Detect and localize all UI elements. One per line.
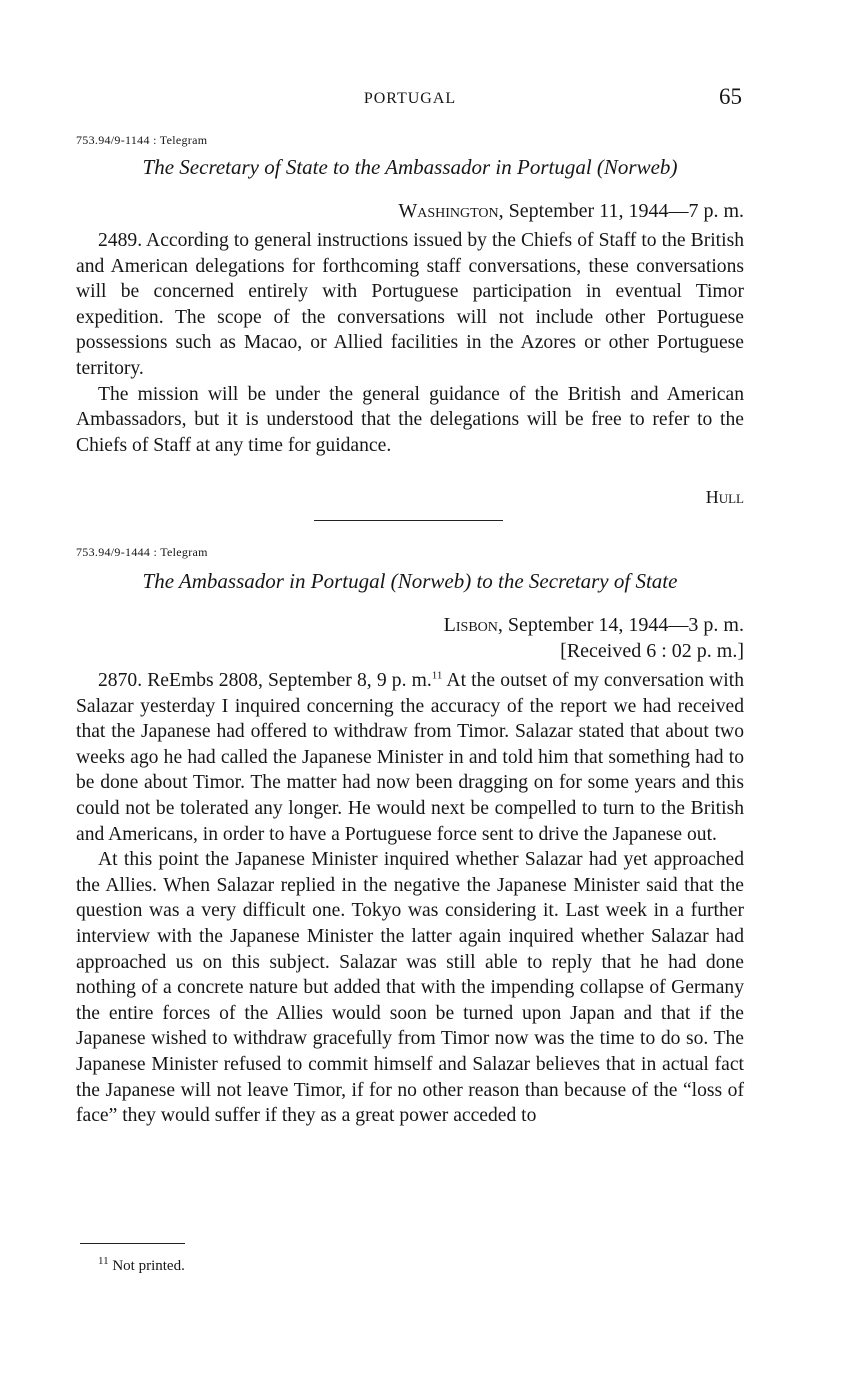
footnote-rule <box>80 1243 185 1244</box>
paragraph-text: 2870. ReEmbs 2808, September 8, 9 p. m. <box>98 670 432 691</box>
dateline-date: September 11, 1944—7 p. m. <box>503 200 744 222</box>
page-number: 65 <box>719 84 742 109</box>
footnote-reference: 11 <box>431 669 443 682</box>
received-time: [Received 6 : 02 p. m.] <box>560 640 744 662</box>
telegram-body <box>76 228 744 458</box>
running-head <box>76 86 744 114</box>
dateline <box>444 612 744 638</box>
file-reference: 753.94/9-1144 : Telegram <box>76 133 208 147</box>
footnote-text: Not printed. <box>108 1258 185 1274</box>
paragraph: At this point the Japanese Minister inquired whether Salazar had yet approached the Allies. When Salazar replied in the negative the Japanese Minister said that the question was a very difficult one. Tokyo was considering it. Last week in a further interview with the Japanese Minister the latter again inquired whether Salazar had approached us on this subject. Salazar was still able to reply that he had done nothing of a concrete nature but added that with the impending collapse of Germany the entire forces of the Allies would soon be turned upon Japan and that if the Japanese wished to withdraw gracefully from Timor now was the time to do so. The Japanese Minister refused to commit himself and Salazar believes that in actual fact the Japanese will not leave Timor, if for no other reason than because of the “loss of face” they would suffer if they as a great power acceded to <box>76 849 744 1127</box>
heading-text-end: ) to the Secretary of State <box>464 569 678 593</box>
heading-text: The Ambassador in Portugal ( <box>142 569 398 593</box>
heading-text-end: ) <box>670 155 678 179</box>
paragraph: The mission will be under the general guidance of the British and American Ambassadors, but it is understood that the delegations will be free to refer to the Chiefs of Staff at any time for guidance. <box>76 383 744 456</box>
running-title: PORTUGAL <box>363 90 457 107</box>
section-divider <box>314 520 503 521</box>
telegram-body <box>76 668 744 1129</box>
paragraph <box>76 668 744 847</box>
dateline-place: Washington, <box>398 200 504 222</box>
document-heading <box>76 569 744 594</box>
paragraph-text: At the outset of my conversation with Salazar yesterday I inquired concerning the accuracy of the report we had received that the Japanese had offered to withdraw from Timor. Salazar stated that about two weeks ago he had called the Japanese Minister in and told him that something had to be done about Timor. The matter had now been dragging on for some years and this could not be tolerated any longer. He would next be compelled to turn to the British and Americans, in order to have a Portuguese force sent to drive the Japanese out. <box>76 670 744 845</box>
footnote <box>98 1255 185 1275</box>
paragraph: 2489. According to general instructions issued by the Chiefs of Staff to the British and American delegations for forthcoming staff conversations, these conversations will be concerned entirely with Portuguese participation in eventual Timor expedition. The scope of the conversations will not include other Portuguese possessions such as Macao, or Allied facilities in the Azores or other Portuguese territory. <box>76 230 744 379</box>
file-reference: 753.94/9-1444 : Telegram <box>76 545 208 559</box>
heading-name: Norweb <box>603 155 671 179</box>
footnote-marker: 11 <box>98 1255 109 1267</box>
signature: Hull <box>705 487 744 507</box>
heading-name: Norweb <box>397 569 465 593</box>
dateline-place: Lisbon, <box>443 614 503 636</box>
dateline-date: September 14, 1944—3 p. m. <box>502 614 744 636</box>
heading-text: The Secretary of State to the Ambassador in Portugal ( <box>142 155 604 179</box>
dateline <box>398 198 744 224</box>
document-heading <box>76 155 744 180</box>
